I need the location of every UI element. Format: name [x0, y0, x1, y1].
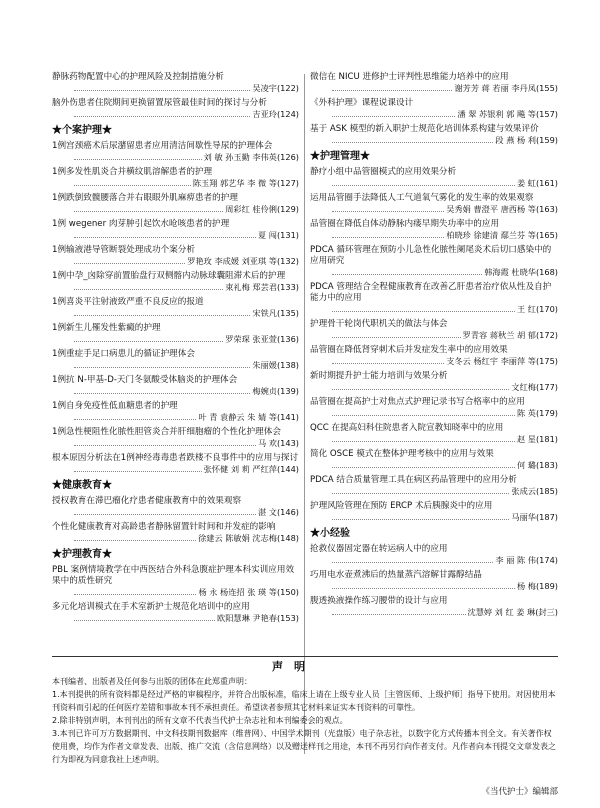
author-line	[310, 607, 558, 618]
toc-entry[interactable]	[52, 427, 299, 449]
declaration-intro: 本刊编者、出版者及任何参与出版的团体在此郑重声明：	[52, 677, 252, 686]
article-title: 1例新生儿罹发性紫癜的护理	[52, 323, 161, 333]
authors: 姜 虹	[516, 178, 536, 188]
article-title: 授权教育在滞巴瘤化疗患者健康教育中的效果观察	[52, 496, 242, 506]
author-line	[310, 408, 558, 419]
authors: 陈玉翔 郭艺华 李 微 等	[192, 178, 277, 188]
author-line	[52, 438, 299, 449]
author-line	[52, 178, 299, 189]
article-title: 护理骨干轮岗代职机关的做法与体会	[310, 319, 448, 329]
author-line	[52, 109, 299, 120]
leader-dots	[332, 109, 455, 117]
page-number: (144)	[276, 464, 299, 474]
article-title: 1例急性梗阻性化脓性胆管炎合并肝细胞瘤的个性化护理体会	[52, 427, 281, 437]
authors: 罗荣琛 张亚萱	[225, 334, 277, 344]
leader-dots	[332, 460, 515, 468]
author-line	[310, 204, 558, 215]
article-title: QCC 在提高妇科住院患者入院宣教知晓率中的应用	[310, 423, 504, 433]
article-title: 1例自身免疫性低血糖患者的护理	[52, 401, 178, 411]
toc-entry[interactable]	[310, 282, 558, 315]
leader-dots	[332, 135, 493, 143]
toc-entry[interactable]	[52, 141, 299, 163]
toc-entry[interactable]	[310, 423, 558, 445]
leader-dots	[74, 256, 185, 264]
toc-entry[interactable]	[310, 371, 558, 393]
leader-dots	[332, 382, 509, 390]
authors: 罗艳玫 李成媛 刘亚琪 等	[187, 256, 277, 266]
leader-dots	[74, 386, 250, 394]
article-title: 根本原因分析法在1例神经毒毒患者跌楼不良事件中的应用与探讨	[52, 453, 299, 463]
toc-entry[interactable]	[310, 219, 558, 241]
authors: 朱丽媛	[252, 360, 277, 370]
leader-dots	[74, 412, 196, 420]
page-number: (155)	[535, 83, 558, 93]
declaration-item: 2.除非特别声明，本刊刊出的所有文章不代表当代护士杂志社和本刊编委会的观点。	[52, 716, 348, 725]
leader-dots	[332, 230, 444, 238]
author-line	[310, 512, 558, 523]
toc-entry[interactable]	[310, 167, 558, 189]
leader-dots	[74, 334, 223, 342]
leader-dots	[74, 308, 250, 316]
page-number: (181)	[535, 434, 558, 444]
author-line	[52, 412, 299, 423]
article-title: 1例 wegener 肉芽肿引起饮水呛咳患者的护理	[52, 219, 230, 229]
authors: 何 璐	[516, 460, 536, 470]
page-number: (122)	[276, 83, 299, 93]
page-number: (157)	[535, 109, 558, 119]
page-number: (136)	[276, 334, 299, 344]
author-line	[310, 267, 558, 278]
leader-dots	[74, 438, 256, 446]
authors: 张成云	[511, 486, 536, 496]
toc-entry[interactable]	[52, 522, 299, 544]
page-number: (141)	[276, 412, 299, 422]
authors: 周彩红 桂伶俐	[225, 204, 277, 214]
authors: 梅婉贞	[252, 386, 277, 396]
authors: 赵 星	[516, 434, 536, 444]
page-number: (153)	[276, 613, 299, 623]
section-heading: ★健康教育★	[52, 480, 112, 491]
authors: 湛 文	[257, 507, 277, 517]
author-line	[52, 507, 299, 518]
author-line	[310, 382, 558, 393]
author-line	[310, 356, 558, 367]
authors: 吴秀娟 曹澄平 唐西杨 等	[446, 204, 536, 214]
toc-entry[interactable]	[310, 449, 558, 471]
page-number: (126)	[276, 152, 299, 162]
author-line	[310, 109, 558, 120]
leader-dots	[74, 587, 196, 595]
leader-dots	[74, 204, 223, 212]
toc-entry[interactable]	[310, 245, 558, 278]
leader-dots	[332, 83, 452, 91]
authors: 叶 青 袁静云 朱 婧 等	[198, 412, 277, 422]
toc-entry[interactable]	[52, 496, 299, 518]
declaration-body	[52, 675, 558, 766]
page-number: (127)	[276, 178, 299, 188]
authors: 杨 梅	[516, 581, 536, 591]
toc-entry[interactable]	[52, 271, 299, 293]
article-title: 品管圈在降低自体动静脉内瘘早期失功率中的应用	[310, 219, 500, 229]
author-line	[310, 178, 558, 189]
article-title: 基于 ASK 模型的新入职护士规范化培训体系构建与效果评价	[310, 124, 539, 134]
author-line	[52, 360, 299, 371]
leader-dots	[74, 152, 202, 160]
toc-entry[interactable]	[310, 544, 558, 566]
leader-dots	[332, 581, 515, 589]
article-title: 1例多发性肌炎合并横纹肌溶解患者的护理	[52, 167, 213, 177]
authors: 张怀健 刘 莉 严红萍	[203, 464, 277, 474]
leader-dots	[74, 178, 191, 186]
leader-dots	[332, 204, 444, 212]
section-heading: ★小经验	[310, 528, 350, 539]
article-title: 微信在 NICU 进修护士评判性思维能力培养中的应用	[310, 72, 509, 82]
page-number: (143)	[276, 438, 299, 448]
author-line	[310, 83, 558, 94]
leader-dots	[332, 434, 515, 442]
article-title: 脑外伤患者住院期间更换留置尿管最佳时间的探讨与分析	[52, 98, 267, 108]
page-number: (150)	[276, 587, 299, 597]
authors: 段 燕 杨 利	[495, 135, 536, 145]
article-title: 1例抗 N-甲基-D-天门冬氨酸受体脑炎的护理体会	[52, 375, 238, 385]
page-number: (163)	[535, 204, 558, 214]
article-title: 抢救仪器固定器在转运病人中的应用	[310, 544, 448, 554]
author-line	[52, 386, 299, 397]
article-title: 1例宫颈癌术后尿潴留患者应用清洁间歇性导尿的护理体会	[52, 141, 273, 151]
toc-entry[interactable]	[310, 98, 558, 120]
author-line	[52, 613, 299, 624]
toc-entry[interactable]	[310, 570, 558, 592]
editorial-signature: 《当代护士》编辑部	[481, 787, 558, 797]
toc-entry[interactable]	[52, 167, 299, 189]
page-number: (177)	[535, 382, 558, 392]
page-number: (170)	[535, 304, 558, 314]
toc-entry[interactable]	[52, 401, 299, 423]
article-title: 1例重症手足口病患儿的循证护理体会	[52, 349, 195, 359]
leader-dots	[74, 613, 215, 621]
declaration-title: 声 明	[272, 660, 305, 673]
page-number: (161)	[535, 178, 558, 188]
article-title: 腹透换液操作练习腰带的设计与应用	[310, 596, 448, 606]
article-title: 简化 OSCE 模式在整体护理考核中的应用与效果	[310, 449, 494, 459]
leader-dots	[332, 267, 482, 275]
declaration-item: 3.本刊已许可万方数据期刊、中文科技期刊数据库（维普网）、中国学术期刊（光盘版）电子杂志社，以数字化方式传播本刊全文。有关著作权使用费，均作为作者文章发表、出版、推广交流（含信息网络）以及赠送样刊之用途，本刊不再另行向作者支付。凡作者向本刊提交文章发表之行为即视为同意我社上述声明。	[52, 729, 556, 764]
page-number: (187)	[535, 512, 558, 522]
leader-dots	[332, 330, 461, 338]
authors: 刘 敏 孙玉勤 李伟英	[203, 152, 277, 162]
author-line	[310, 460, 558, 471]
toc-entry[interactable]	[52, 98, 299, 120]
toc-entry[interactable]	[310, 345, 558, 367]
page-number: (172)	[535, 330, 558, 340]
authors: 柏晓珍 徐建清 鄢兰芬 等	[446, 230, 536, 240]
toc-entry[interactable]	[52, 565, 299, 598]
article-title: PDCA 循环管理在预防小儿急性化脓性阑尾炎术后切口感染中的应用研究	[310, 245, 552, 266]
page-number: (129)	[276, 204, 299, 214]
toc-entry[interactable]	[310, 501, 558, 523]
author-line	[310, 135, 558, 146]
article-title: 多元化培训模式在手术室新护士规范化培训中的应用	[52, 602, 250, 612]
leader-dots	[74, 83, 250, 91]
page-number: (133)	[276, 282, 299, 292]
authors: 杨 永 杨连招 张 瑛 等	[198, 587, 277, 597]
authors: 宋铁凡	[252, 308, 277, 318]
authors: 马丽华	[511, 512, 536, 522]
article-title: PDCA 管理结合全程健康教育在改善乙肝患者治疗依从性及自护能力中的应用	[310, 282, 552, 303]
page-number: (封三)	[535, 607, 558, 617]
leader-dots	[332, 408, 515, 416]
article-title: 《外科护理》课程说课设计	[310, 98, 414, 108]
page-number: (159)	[535, 135, 558, 145]
page-number: (148)	[276, 533, 299, 543]
article-title: 巧用电水壶煮沸后的热量蒸汽溶解甘露醇结晶	[310, 570, 482, 580]
author-line	[52, 152, 299, 163]
authors: 潘 翠 苏银利 郭 飚 等	[457, 109, 536, 119]
page-number: (124)	[276, 109, 299, 119]
author-line	[310, 330, 558, 341]
article-title: 1例喜炎平注射液致严重不良反应的报道	[52, 297, 204, 307]
leader-dots	[332, 356, 444, 364]
article-title: 静疗小组中品管圈模式的应用效果分析	[310, 167, 457, 177]
page-number: (131)	[276, 230, 299, 240]
toc-right-column	[310, 72, 558, 622]
page-number: (185)	[535, 486, 558, 496]
toc-entry[interactable]	[310, 72, 558, 94]
authors: 李 丽 陈 伟	[495, 555, 536, 565]
leader-dots	[332, 555, 493, 563]
toc-entry[interactable]	[52, 602, 299, 624]
author-line	[52, 533, 299, 544]
toc-left-column	[52, 72, 299, 628]
article-title: PDCA 结合质量管理工具在病区药品管理中的应用分析	[310, 475, 517, 485]
author-line	[310, 555, 558, 566]
leader-dots	[74, 360, 250, 368]
article-title: 护理风险管理在预防 ERCP 术后胰腺炎中的应用	[310, 501, 493, 511]
toc-entry[interactable]	[310, 397, 558, 419]
article-title: 1例跌倒致髋腰落合并右眼眼外肌麻痹患者的护理	[52, 193, 238, 203]
leader-dots	[74, 464, 202, 472]
page-number: (135)	[276, 308, 299, 318]
authors: 沈慧婷 刘 红 姜 琳	[467, 607, 536, 617]
authors: 束礼梅 郑芸君	[225, 282, 277, 292]
page-number: (183)	[535, 460, 558, 470]
section-heading: ★个案护理★	[52, 125, 112, 136]
page-number: (132)	[276, 256, 299, 266]
toc-entry[interactable]	[52, 297, 299, 319]
article-title: 1例输液港导管断裂处理成功个案分析	[52, 245, 195, 255]
article-title: 静脉药物配置中心的护理风险及控制措施分析	[52, 72, 224, 82]
author-line	[310, 581, 558, 592]
section-heading: ★护理管理★	[310, 151, 370, 162]
author-line	[310, 230, 558, 241]
leader-dots	[74, 507, 256, 515]
toc-entry[interactable]	[52, 349, 299, 371]
toc-entry[interactable]	[310, 596, 558, 618]
page-number: (165)	[535, 230, 558, 240]
page-number: (146)	[276, 507, 299, 517]
declaration-item: 1.本刊提供的所有资料都是经过严格的审稿程序，并符合出版标准，临床上请在上级专业人员［主管医师、上级护师］指导下使用。对因使用本刊资料而引起的任何医疗差错和事故本刊不承担责任。希望读者参照其它材料来证实本刊资料的可靠性。	[52, 690, 556, 712]
page-number: (138)	[276, 360, 299, 370]
authors: 罗青容 蒋秋兰 胡 郁	[462, 330, 536, 340]
toc-entry[interactable]	[310, 475, 558, 497]
toc-entry[interactable]	[52, 219, 299, 241]
authors: 徐建云 陈敏娟 沈志梅	[198, 533, 277, 543]
toc-entry[interactable]	[52, 453, 299, 475]
author-line	[52, 204, 299, 215]
page-number: (189)	[535, 581, 558, 591]
author-line	[52, 83, 299, 94]
page-number: (175)	[535, 356, 558, 366]
article-title: PBL 案例情境教学在中西医结合外科急腹症护理本科实训应用效果中的质性研究	[52, 565, 295, 586]
page-number: (174)	[535, 555, 558, 565]
leader-dots	[332, 304, 515, 312]
author-line	[310, 486, 558, 497]
article-title: 品管圈在提高护士对焦点式护理记录书写合格率中的应用	[310, 397, 525, 407]
toc-entry[interactable]	[310, 193, 558, 215]
leader-dots	[74, 230, 256, 238]
toc-entry[interactable]	[310, 319, 558, 341]
author-line	[52, 587, 299, 598]
leader-dots	[332, 607, 466, 615]
author-line	[310, 304, 558, 315]
authors: 韩海霞 杜晓华	[484, 267, 536, 277]
author-line	[52, 256, 299, 267]
leader-dots	[332, 486, 509, 494]
toc-entry[interactable]	[52, 375, 299, 397]
column-divider	[304, 74, 305, 754]
authors: 夏 闯	[257, 230, 277, 240]
authors: 陈 英	[516, 408, 536, 418]
authors: 吴凌宇	[252, 83, 277, 93]
toc-entry[interactable]	[52, 72, 299, 94]
leader-dots	[74, 109, 250, 117]
page-number: (139)	[276, 386, 299, 396]
authors: 王 红	[516, 304, 536, 314]
authors: 文红梅	[511, 382, 536, 392]
author-line	[52, 308, 299, 319]
author-line	[310, 434, 558, 445]
page-number: (179)	[535, 408, 558, 418]
toc-entry[interactable]	[52, 193, 299, 215]
article-title: 运用品管圈手法降低人工气道氧气雾化的发生率的效果观察	[310, 193, 534, 203]
article-title: 新时期提升护士能力培训与效果分析	[310, 371, 448, 381]
article-title: 1例中孕_囟除穿前置胎盘行双侧髂内动脉球囊阻滞术后的护理	[52, 271, 286, 281]
leader-dots	[74, 282, 223, 290]
toc-entry[interactable]	[52, 323, 299, 345]
authors: 马 欢	[257, 438, 277, 448]
toc-entry[interactable]	[310, 124, 558, 146]
page-number: (168)	[535, 267, 558, 277]
author-line	[52, 282, 299, 293]
author-line	[52, 230, 299, 241]
authors: 谢芳芳 蒋 若丽 李丹凤	[454, 83, 536, 93]
author-line	[52, 464, 299, 475]
leader-dots	[332, 178, 515, 186]
author-line	[52, 334, 299, 345]
toc-entry[interactable]	[52, 245, 299, 267]
authors: 吉亚玲	[252, 109, 277, 119]
article-title: 个性化健康教育对高龄患者静脉留置针时间和并发症的影响	[52, 522, 276, 532]
authors: 欧阳慧琳 尹艳春	[217, 613, 277, 623]
article-title: 品管圈在降低肾穿刺术后并发症发生率中的应用效果	[310, 345, 508, 355]
authors: 支冬云 杨红宇 李丽萍 等	[446, 356, 536, 366]
leader-dots	[74, 533, 196, 541]
declaration-rule	[52, 656, 558, 663]
leader-dots	[332, 512, 509, 520]
section-heading: ★护理教育★	[52, 549, 112, 560]
